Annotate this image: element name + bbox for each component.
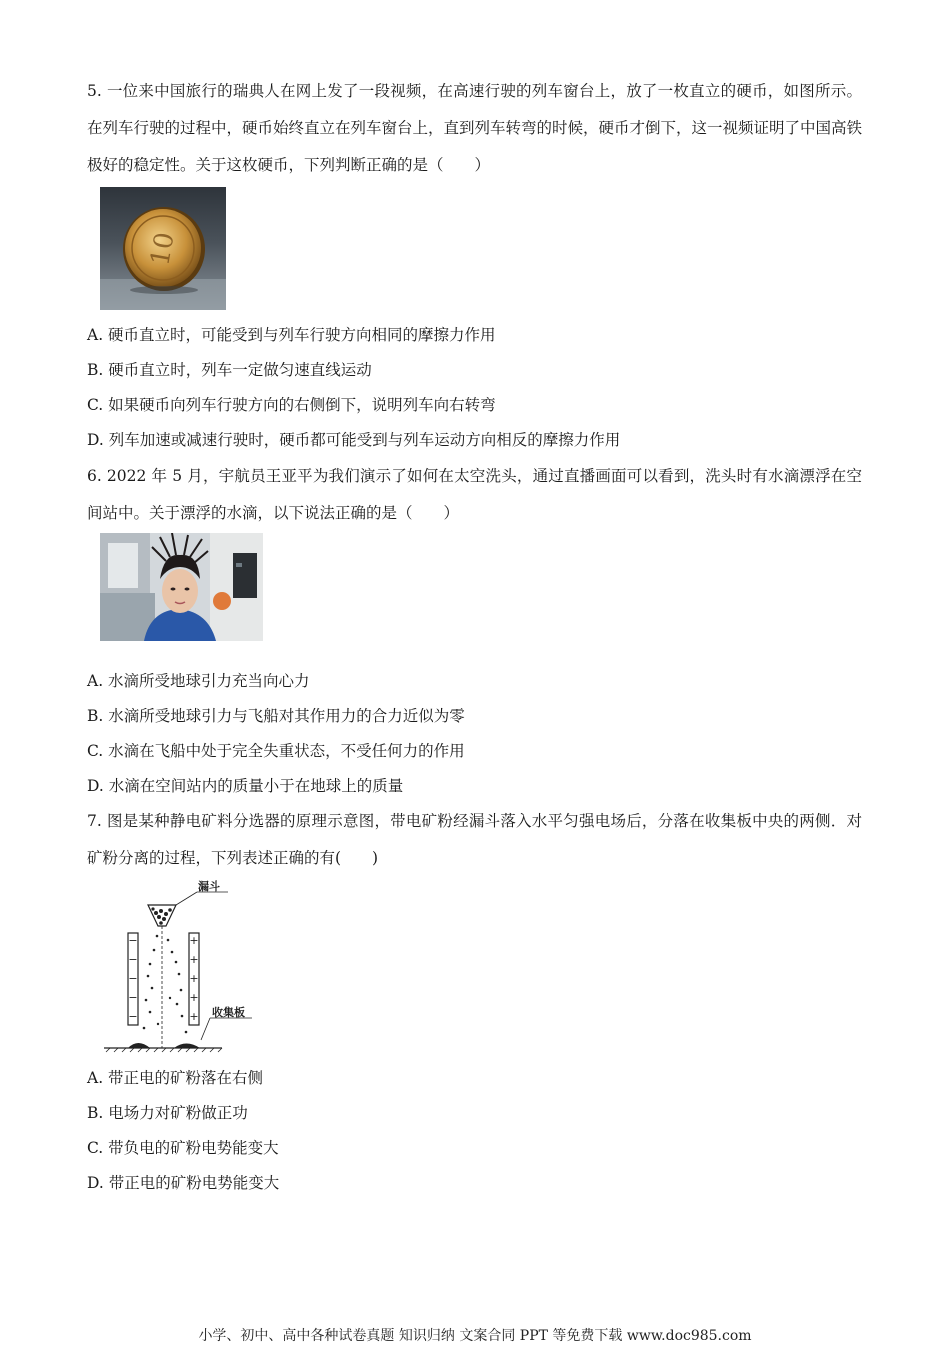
q7-option-b: B. 电场力对矿粉做正功: [87, 1104, 248, 1122]
q6-option-b: B. 水滴所受地球引力与飞船对其作用力的合力近似为零: [87, 707, 465, 725]
q5-option-b: B. 硬币直立时，列车一定做匀速直线运动: [87, 361, 372, 379]
coin-photo: [100, 187, 226, 310]
svg-text:+: +: [189, 934, 199, 947]
svg-text:−: −: [128, 934, 138, 947]
svg-text:−: −: [128, 991, 138, 1004]
svg-text:+: +: [189, 991, 199, 1004]
q5-option-c: C. 如果硬币向列车行驶方向的右侧倒下，说明列车向右转弯: [87, 396, 496, 414]
q6-option-c: C. 水滴在飞船中处于完全失重状态，不受任何力的作用: [87, 742, 465, 760]
coin-denomination: 10: [145, 230, 181, 268]
q7-stem: 7. 图是某种静电矿料分选器的原理示意图，带电矿粉经漏斗落入水平匀强电场后，分落在收集板中央的两侧．对矿粉分离的过程，下列表述正确的有( ): [87, 812, 862, 867]
q7-option-c: C. 带负电的矿粉电势能变大: [87, 1139, 279, 1157]
q7-option-d: D. 带正电的矿粉电势能变大: [87, 1174, 280, 1192]
q7-option-a: A. 带正电的矿粉落在右侧: [87, 1069, 264, 1087]
svg-text:−: −: [128, 953, 138, 966]
svg-text:+: +: [189, 953, 199, 966]
q5-option-a: A. 硬币直立时，可能受到与列车行驶方向相同的摩擦力作用: [87, 326, 496, 344]
svg-text:−: −: [128, 972, 138, 985]
ore-particles: [143, 935, 188, 1034]
svg-text:−: −: [128, 1010, 138, 1023]
q6-stem: 6. 2022 年 5 月，宇航员王亚平为我们演示了如何在太空洗头，通过直播画面可以看到，洗头时有水滴漂浮在空间站中。关于漂浮的水滴，以下说法正确的是（ ）: [87, 467, 862, 522]
svg-text:+: +: [189, 1010, 199, 1023]
funnel-label: 漏斗: [198, 880, 220, 893]
q6-option-d: D. 水滴在空间站内的质量小于在地球上的质量: [87, 777, 404, 795]
q6-option-a: A. 水滴所受地球引力充当向心力: [87, 672, 310, 690]
q5-option-d: D. 列车加速或减速行驶时，硬币都可能受到与列车运动方向相反的摩擦力作用: [87, 431, 621, 449]
svg-text:+: +: [189, 972, 199, 985]
separator-diagram: [100, 878, 260, 1053]
page-footer: 小学、初中、高中各种试卷真题 知识归纳 文案合同 PPT 等免费下载 www.doc985.com: [198, 1328, 752, 1344]
astronaut-photo: [100, 533, 263, 641]
plate-label: 收集板: [212, 1006, 245, 1019]
q5-stem: 5. 一位来中国旅行的瑞典人在网上发了一段视频，在高速行驶的列车窗台上，放了一枚直立的硬币，如图所示。在列车行驶的过程中，硬币始终直立在列车窗台上，直到列车转弯的时候，硬币才倒下，这一视频证明了中国高铁极好的稳定性。关于这枚硬币，下列判断正确的是（ ）: [87, 82, 863, 174]
